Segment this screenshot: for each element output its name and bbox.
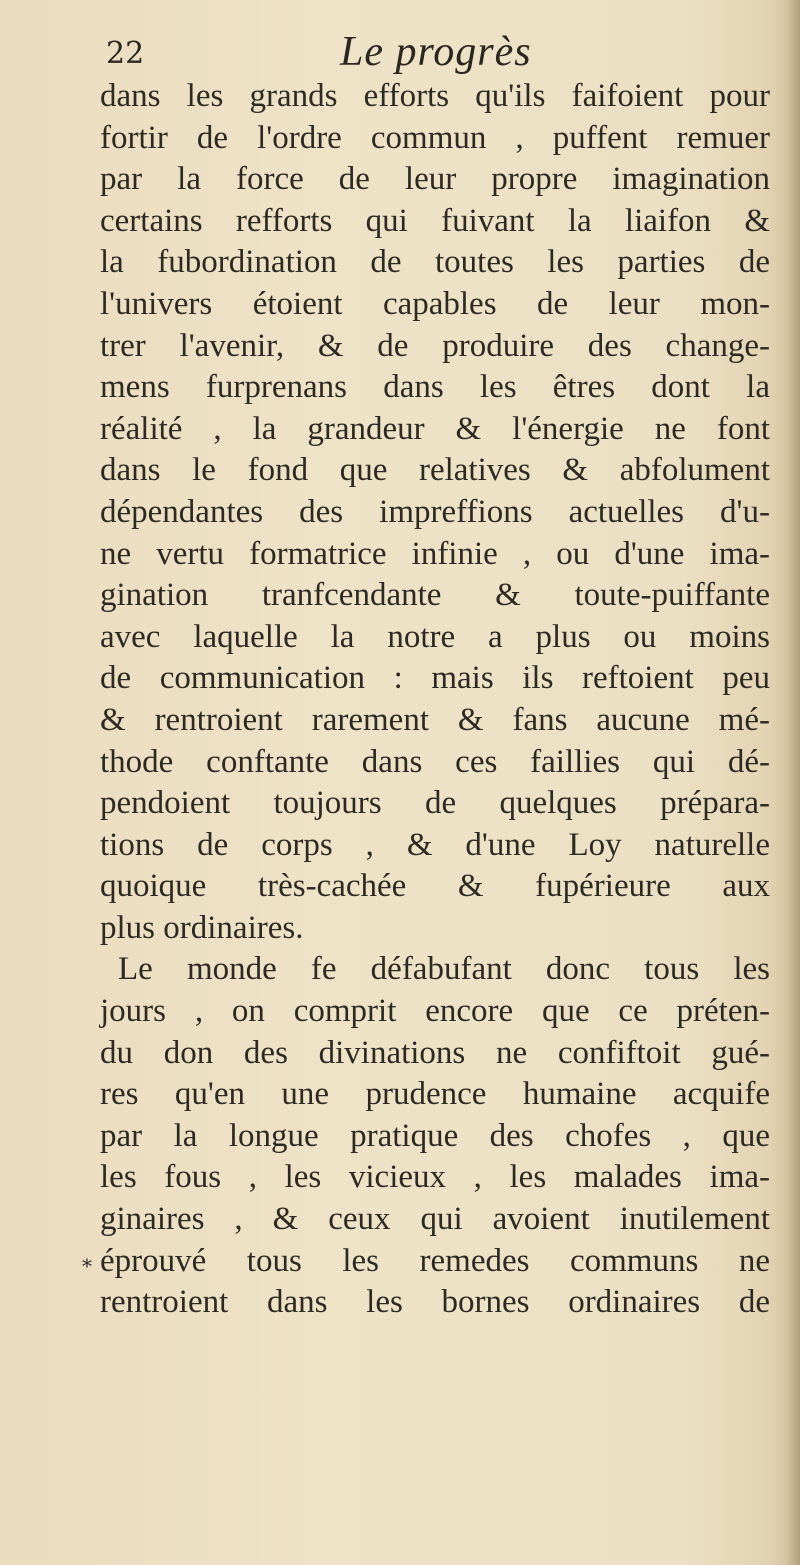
text-line: de communication : mais ils reftoient peu	[100, 660, 770, 697]
body-text	[100, 76, 770, 1324]
marginal-asterisk: *	[82, 1254, 92, 1278]
text-line: la fubordination de toutes les parties de	[100, 244, 770, 281]
text-line: certains refforts qui fuivant la liaifon &	[100, 202, 770, 239]
text-line: par la longue pratique des chofes , que	[100, 1117, 770, 1154]
text-line: avec laquelle la notre a plus ou moins	[100, 618, 770, 655]
text-line: dans les grands efforts qu'ils faifoient pour	[100, 78, 770, 114]
text-line: quoique très-cachée & fupérieure aux	[100, 868, 770, 905]
running-title: Le progrès	[340, 29, 532, 75]
text-line: res qu'en une prudence humaine acquife	[100, 1076, 770, 1113]
text-line: thode conftante dans ces faillies qui dé-	[100, 743, 770, 780]
text-line: & rentroient rarement & fans aucune mé-	[100, 701, 770, 738]
paragraph-start-line: Le monde fe défabufant donc tous les	[118, 951, 770, 988]
text-line: par la force de leur propre imagination	[100, 161, 770, 198]
text-line: fortir de l'ordre commun , puffent remuer	[100, 119, 770, 156]
page-edge-shadow	[786, 0, 800, 1565]
text-line: gination tranfcendante & toute-puiffante	[100, 577, 770, 614]
text-line: trer l'avenir, & de produire des change-	[100, 327, 770, 364]
text-line: ginaires , & ceux qui avoient inutilement	[100, 1201, 770, 1238]
text-line: rentroient dans les bornes ordinaires de	[100, 1284, 770, 1321]
paragraph-end-line: plus ordinaires.	[100, 909, 304, 946]
text-line: l'univers étoient capables de leur mon-	[100, 285, 770, 322]
text-line: dans le fond que relatives & abfolument	[100, 452, 770, 489]
text-line: dépendantes des impreffions actuelles d'u-	[100, 493, 770, 530]
text-line: du don des divinations ne confiftoit gué-	[100, 1034, 770, 1071]
text-line: jours , on comprit encore que ce préten-	[100, 993, 770, 1030]
text-line: ne vertu formatrice infinie , ou d'une ima-	[100, 535, 770, 572]
text-line: réalité , la grandeur & l'énergie ne font	[100, 410, 770, 447]
page-number: 22	[106, 36, 145, 71]
text-line: mens furprenans dans les êtres dont la	[100, 369, 770, 406]
text-line: tions de corps , & d'une Loy naturelle	[100, 826, 770, 863]
text-line: éprouvé tous les remedes communs ne	[100, 1242, 770, 1279]
text-line: pendoient toujours de quelques prépara-	[100, 785, 770, 822]
text-line: les fous , les vicieux , les malades ima-	[100, 1159, 770, 1196]
